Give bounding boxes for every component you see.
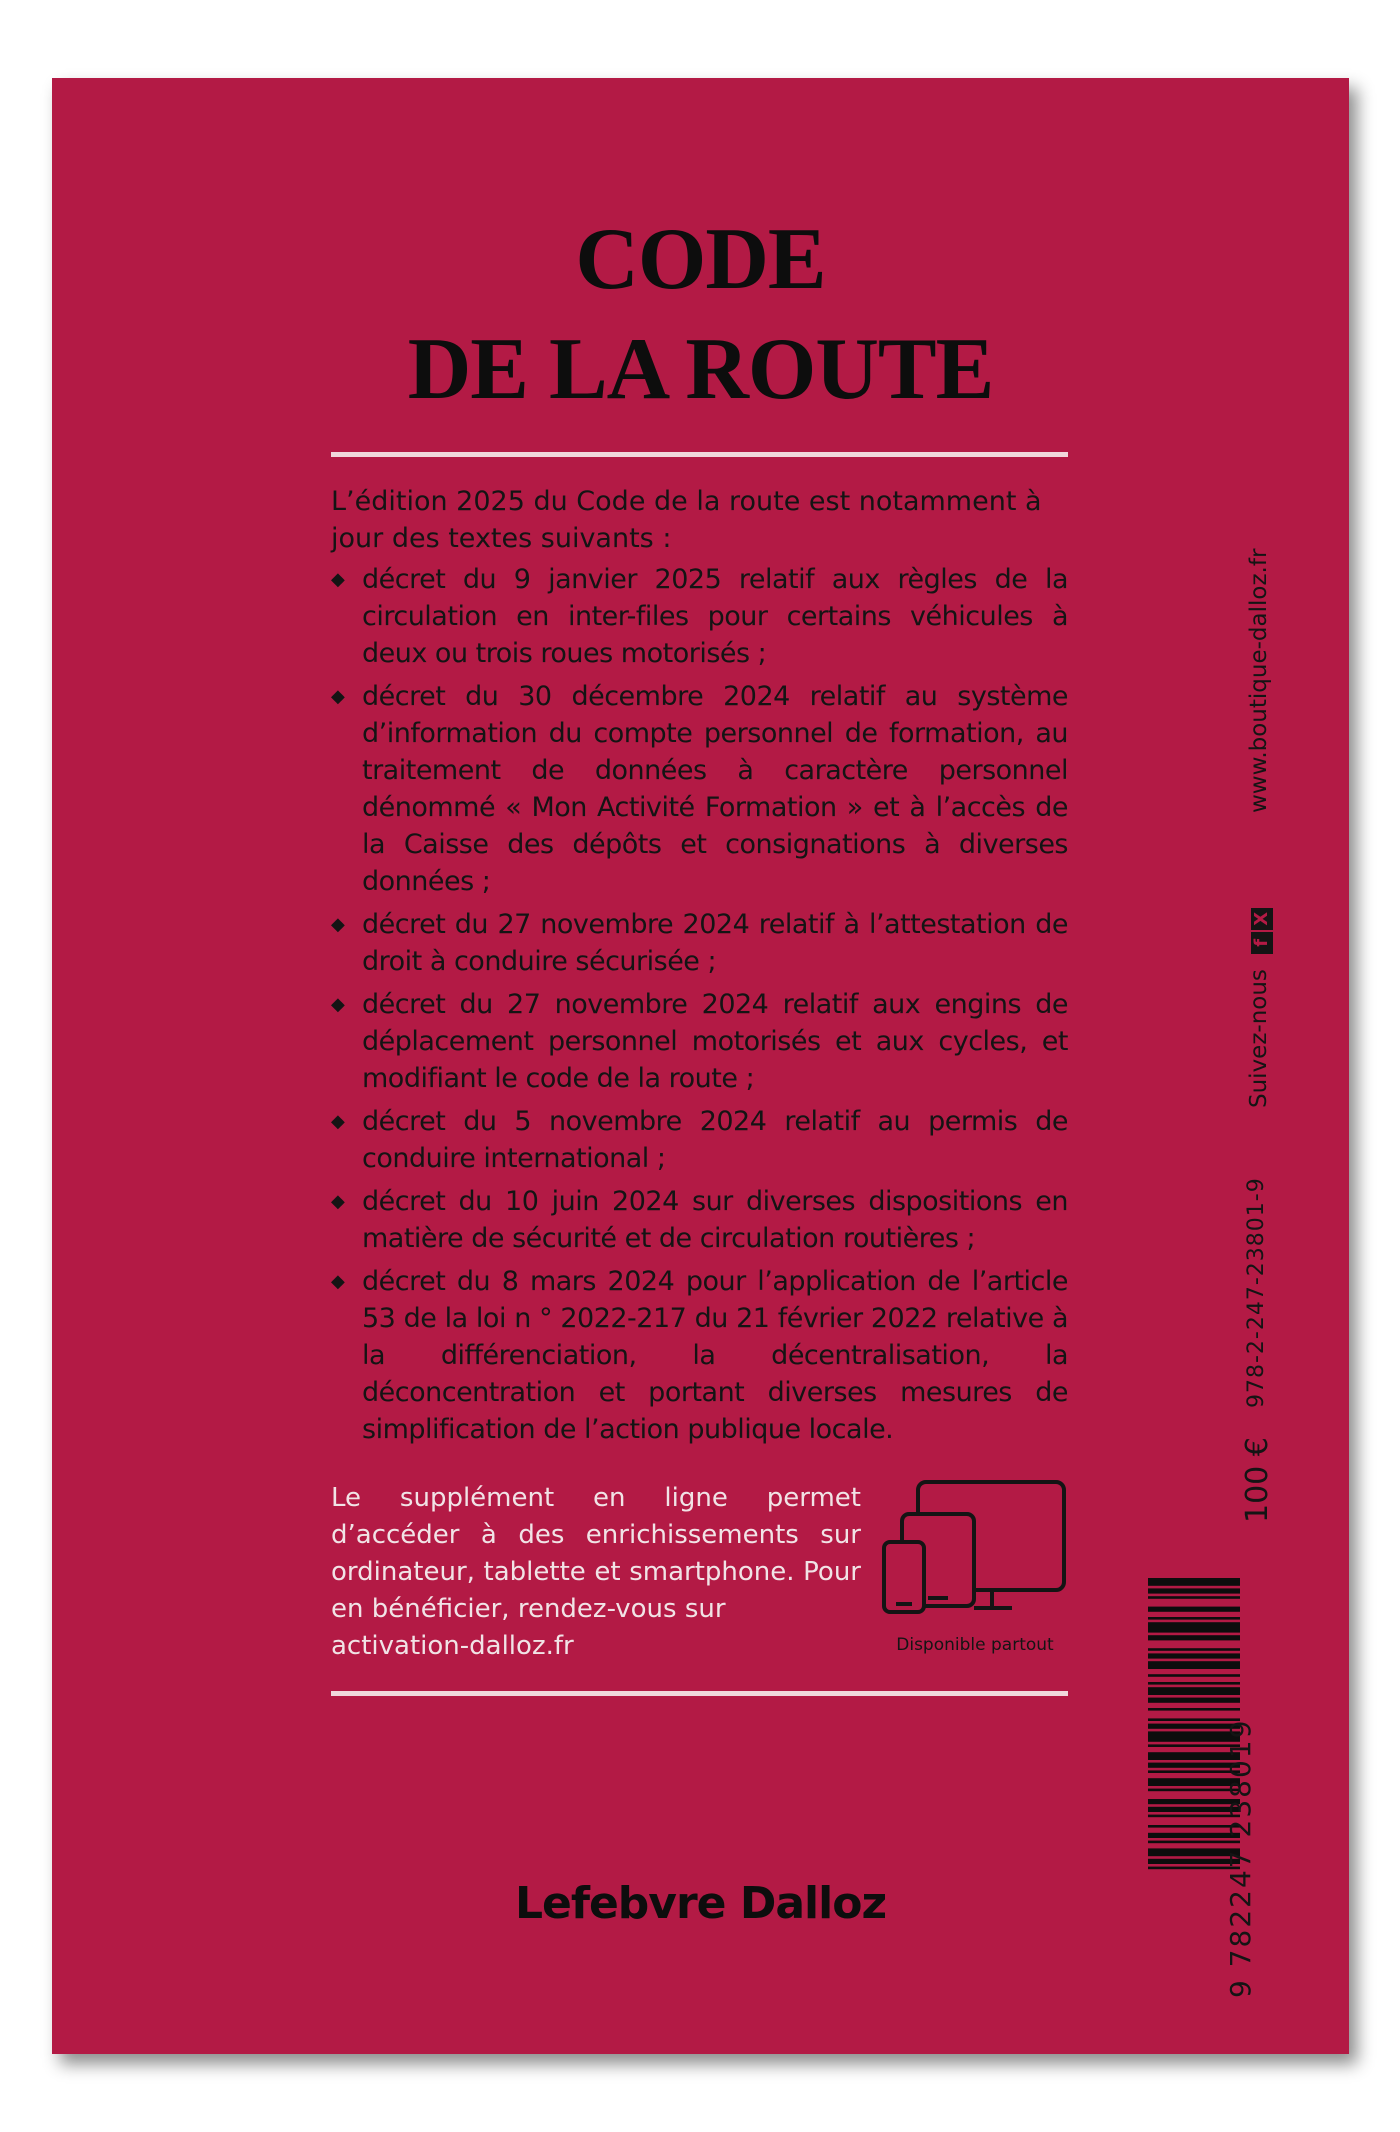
diamond-bullet-icon: ◆ xyxy=(331,914,345,935)
x-icon[interactable]: X xyxy=(1251,908,1273,930)
publisher-logo: Lefebvre Dalloz xyxy=(514,1878,887,1929)
supplement-description: Le supplément en ligne permet d’accéder à des enrichissements sur ordinateur, tablette et smartphone. Pour en bénéficier, rendez-vous sur xyxy=(331,1483,861,1624)
description-block xyxy=(331,483,1068,1454)
barcode-stripe xyxy=(1148,1607,1240,1612)
barcode-stripe xyxy=(1148,1653,1240,1658)
diamond-bullet-icon: ◆ xyxy=(331,686,345,707)
follow-us xyxy=(1246,908,1273,1108)
barcode-stripe xyxy=(1148,1708,1240,1711)
list-item xyxy=(331,986,1068,1097)
barcode-digits: 9 782247 238019 xyxy=(1224,1718,1257,1998)
title-line-1: CODE xyxy=(575,211,826,308)
list-item xyxy=(331,906,1068,980)
facebook-icon[interactable]: f xyxy=(1251,932,1273,954)
decree-text: décret du 27 novembre 2024 relatif à l’attestation de droit à conduire sécurisée ; xyxy=(362,909,1068,977)
price: 100 € xyxy=(1240,1437,1275,1523)
list-item xyxy=(331,1263,1068,1448)
online-supplement-text xyxy=(331,1480,861,1665)
intro-text: L’édition 2025 du Code de la route est notamment à jour des textes suivants : xyxy=(331,486,1042,554)
decree-text: décret du 10 juin 2024 sur diverses dispositions en matière de sécurité et de circulation routières ; xyxy=(362,1186,1068,1254)
barcode-stripe xyxy=(1148,1588,1240,1593)
devices-icon xyxy=(882,1480,1068,1630)
decree-text: décret du 5 novembre 2024 relatif au permis de conduire international ; xyxy=(362,1106,1068,1174)
list-item xyxy=(331,561,1068,672)
barcode-stripe xyxy=(1148,1682,1240,1685)
barcode-stripe xyxy=(1148,1617,1240,1620)
barcode-stripe xyxy=(1148,1622,1240,1632)
decree-list xyxy=(331,561,1068,1448)
bottom-divider xyxy=(331,1691,1068,1696)
website-url[interactable]: www.boutique-dalloz.fr xyxy=(1246,548,1272,813)
isbn: 978-2-247-23801-9 xyxy=(1244,1177,1269,1408)
book-back-cover xyxy=(52,78,1349,2054)
diamond-bullet-icon: ◆ xyxy=(331,1271,345,1292)
list-item xyxy=(331,678,1068,900)
decree-text: décret du 30 décembre 2024 relatif au système d’information du compte personnel de formation, au traitement de données à caractère personnel dénommé « Mon Activité Formation » et à l’accès de la Caisse des dépôts et consignations à diverses données ; xyxy=(362,681,1068,897)
diamond-bullet-icon: ◆ xyxy=(331,569,345,590)
decree-text: décret du 8 mars 2024 pour l’application de l’article 53 de la loi n ° 2022-217 du 21 février 2022 relative à la différenciation, la décentralisation, la déconcentration et portant diverses mesures de simplification de l’action publique locale. xyxy=(362,1266,1068,1445)
barcode-stripe xyxy=(1148,1596,1240,1599)
diamond-bullet-icon: ◆ xyxy=(331,994,345,1015)
diamond-bullet-icon: ◆ xyxy=(331,1191,345,1212)
decree-text: décret du 27 novembre 2024 relatif aux engins de déplacement personnel motorisés et aux cycles, et modifiant le code de la route ; xyxy=(362,989,1068,1094)
activation-link[interactable]: activation-dalloz.fr xyxy=(331,1631,574,1661)
devices-caption: Disponible partout xyxy=(896,1635,1054,1655)
barcode-stripe xyxy=(1148,1648,1240,1651)
barcode-stripe xyxy=(1148,1687,1240,1695)
list-item xyxy=(331,1103,1068,1177)
barcode-stripe xyxy=(1148,1698,1240,1703)
decree-text: décret du 9 janvier 2025 relatif aux règles de la circulation en inter-files pour certains véhicules à deux ou trois roues motorisés ; xyxy=(362,564,1068,669)
barcode-stripe xyxy=(1148,1578,1240,1586)
diamond-bullet-icon: ◆ xyxy=(331,1111,345,1132)
title-line-2: DE LA ROUTE xyxy=(407,321,994,418)
barcode-stripe xyxy=(1148,1674,1240,1677)
barcode-stripe xyxy=(1148,1661,1240,1669)
barcode-stripe xyxy=(1148,1635,1240,1640)
devices-illustration xyxy=(882,1480,1068,1660)
top-divider xyxy=(331,452,1068,457)
list-item xyxy=(331,1183,1068,1257)
social-icons xyxy=(1247,908,1273,956)
follow-label: Suivez-nous xyxy=(1246,969,1272,1108)
